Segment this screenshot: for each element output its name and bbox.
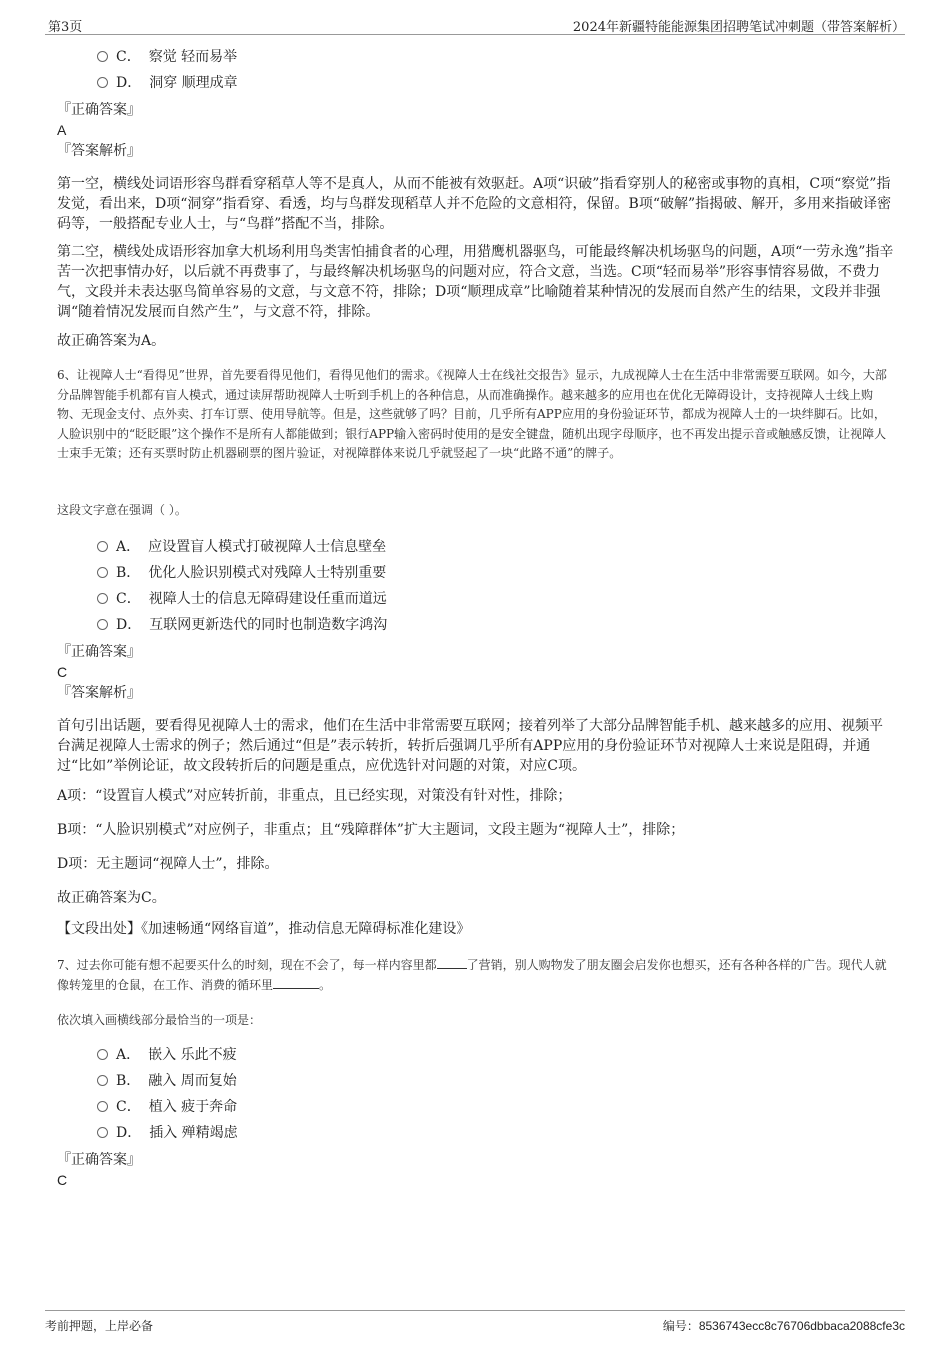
q6-source: 【文段出处】《加速畅通“网络盲道”，推动信息无障碍标准化建设》 — [57, 921, 471, 937]
footer-slogan: 考前押题，上岸必备 — [45, 1319, 154, 1333]
q7-option-a[interactable]: A． 嵌入 乐此不疲 — [97, 1045, 237, 1065]
q5-option-d[interactable]: D． 洞穿 顺理成章 — [97, 73, 238, 93]
q6-option-b[interactable]: B． 优化人脸识别模式对残障人士特别重要 — [97, 563, 386, 583]
q5-analysis-label: 『答案解析』 — [57, 143, 141, 159]
radio-icon[interactable] — [97, 77, 108, 88]
q7-option-d[interactable]: D． 插入 殚精竭虑 — [97, 1123, 238, 1143]
q7-answer-label: 『正确答案』 — [57, 1152, 141, 1168]
q5-analysis-para-1: 第一空，横线处词语形容鸟群看穿稻草人等不是真人，从而不能被有效驱赶。A项“识破”指看穿别人的秘密或事物的真相，C项“察觉”指发觉，看出来，D项“洞穿”指看穿、看透，均与鸟群发现稻草人并不危险的文意相符，保留。B项“破解”指揭破、解开，多用来指破译密码等，一般搭配专业人士，与“鸟群”搭配不当，排除。 — [57, 176, 892, 232]
q6-analysis-b: B项：“人脸识别模式”对应例子，非重点；且“残障群体”扩大主题词，文段主题为“视障人士”，排除； — [57, 822, 685, 838]
q5-answer-label: 『正确答案』 — [57, 102, 141, 118]
fill-blank-1[interactable] — [437, 956, 467, 969]
q6-analysis-para-1: 首句引出话题，要看得见视障人士的需求，他们在生活中非常需要互联网；接着列举了大部分品牌智能手机、越来越多的应用、视频平台满足视障人士需求的例子；然后通过“但是”表示转折，转折后强调几乎所有APP应用的身份验证环节对视障人士来说是阻碍，并通过“比如”举例论证，故文段转折后的问题是重点，应优选针对问题的对策，对应C项。 — [57, 718, 883, 774]
q6-answer: C — [57, 664, 68, 680]
q6-answer-label: 『正确答案』 — [57, 644, 141, 660]
q6-option-d[interactable]: D． 互联网更新迭代的同时也制造数字鸿沟 — [97, 615, 387, 635]
q7-option-b[interactable]: B． 融入 周而复始 — [97, 1071, 237, 1091]
radio-icon[interactable] — [97, 619, 108, 630]
q6-analysis-a: A项：“设置盲人模式”对应转折前，非重点，且已经实现，对策没有针对性，排除； — [57, 788, 572, 804]
q6-option-a[interactable]: A． 应设置盲人模式打破视障人士信息壁垒 — [97, 537, 386, 557]
q7-answer: C — [57, 1172, 68, 1188]
fill-blank-2[interactable] — [273, 976, 319, 989]
radio-icon[interactable] — [97, 1049, 108, 1060]
radio-icon[interactable] — [97, 567, 108, 578]
radio-icon[interactable] — [97, 1101, 108, 1112]
q5-option-c[interactable]: C． 察觉 轻而易举 — [97, 47, 237, 67]
q7-stem: 7、过去你可能有想不起要买什么的时刻，现在不会了，每一样内容里都 了营销，别人购物发了朋友圈会启发你也想买，还有各种各样的广告。现代人就像转笼里的仓鼠，在工作、消费的循环里 。 — [57, 958, 887, 992]
q6-option-c[interactable]: C． 视障人士的信息无障碍建设任重而道远 — [97, 589, 387, 609]
q6-analysis-label: 『答案解析』 — [57, 685, 141, 701]
document-id: 编号：8536743ecc8c76706dbbaca2088cfe3c — [662, 1319, 905, 1333]
q6-prompt: 这段文字意在强调（ ）。 — [57, 503, 187, 517]
radio-icon[interactable] — [97, 541, 108, 552]
page-number: 第3页 — [48, 20, 83, 35]
q5-analysis-para-2: 第二空，横线处成语形容加拿大机场利用鸟类害怕捕食者的心理，用猎鹰机器驱鸟，可能最终解决机场驱鸟的问题，A项“一劳永逸”指辛苦一次把事情办好，以后就不再费事了，与最终解决机场驱鸟的问题对应，符合文意，当选。C项“轻而易举”形容事情容易做，不费力气，文段并未表达驱鸟简单容易的文意，与文意不符，排除；D项“顺理成章”比喻随着某种情况的发展而自然产生的结果，文段并非强调“随着情况发展而自然产生”，与文意不符，排除。 — [57, 244, 894, 320]
q7-prompt: 依次填入画横线部分最恰当的一项是： — [57, 1013, 262, 1027]
q6-stem: 6、让视障人士“看得见”世界，首先要看得见他们，看得见他们的需求。《视障人士在线社交报告》显示，九成视障人士在生活中非常需要互联网。如今，大部分品牌智能手机都有盲人模式，通过读屏帮助视障人士听到手机上的各种信息，从而准确操作。越来越多的应用也在优化无障碍设计，支持视障人士线上购物、无现金支付、点外卖、打车订票、使用导航等。但是，这些就够了吗？目前，几乎所有APP应用的身份验证环节，都成为视障人士的一块绊脚石。比如，人脸识别中的“眨眨眼”这个操作不是所有人都能做到；银行APP输入密码时使用的是安全键盘，随机出现字母顺序，也不再发出提示音或触感反馈，让视障人士束手无策；还有买票时防止机器刷票的图片验证，对视障群体来说几乎就竖起了一块“此路不通”的牌子。 — [57, 368, 887, 460]
page-footer — [45, 1310, 905, 1341]
q6-analysis-conclusion: 故正确答案为C。 — [57, 890, 166, 906]
radio-icon[interactable] — [97, 593, 108, 604]
radio-icon[interactable] — [97, 1127, 108, 1138]
q6-analysis-d: D项：无主题词“视障人士”，排除。 — [57, 856, 279, 872]
document-title: 2024年新疆特能能源集团招聘笔试冲刺题（带答案解析） — [572, 20, 905, 35]
page-header — [45, 12, 905, 35]
q5-answer: A — [57, 122, 67, 138]
q7-option-c[interactable]: C． 植入 疲于奔命 — [97, 1097, 237, 1117]
radio-icon[interactable] — [97, 51, 108, 62]
radio-icon[interactable] — [97, 1075, 108, 1086]
q5-analysis-conclusion: 故正确答案为A。 — [57, 333, 166, 349]
